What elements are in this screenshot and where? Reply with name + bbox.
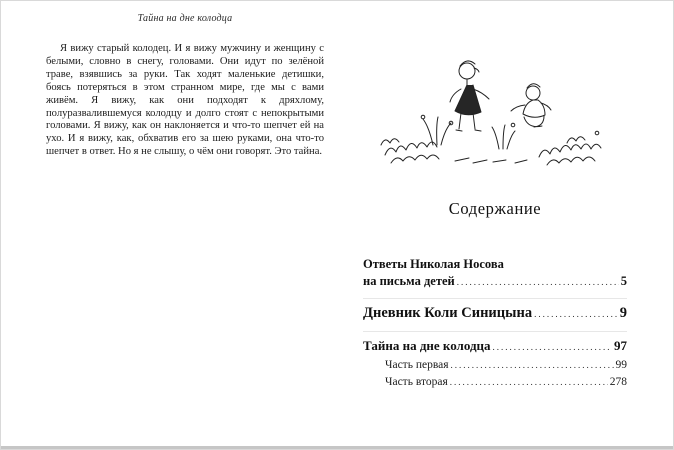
photo-bottom-edge — [1, 446, 673, 449]
toc-entry — [363, 298, 627, 331]
toc-leader-dots — [450, 377, 608, 387]
body-paragraph: Я вижу старый колодец. И я вижу мужчину и женщину с белыми, словно в снегу, головами. Они идут по зелёной траве, взявшись за руки. Так ходят маленькие детишки, боясь потеряться в этом странном мире, где мы с вами живём. Я вижу, как они подходят к дряхлому, полуразвалившемуся колодцу и долго стоят с непокрытыми головами. Я вижу, как он наклоняется и что-то шепчет ей на ухо. И я вижу, как, обхватив его за шею руками, она что-то шепчет в ответ. Но я не слышу, о чём они говорят. Это тайна. — [46, 43, 324, 158]
toc-page-number: 5 — [620, 274, 627, 288]
toc-page-number: 97 — [614, 338, 627, 353]
toc-page-number: 278 — [609, 376, 627, 388]
toc-entry-title-continued: на письма детей — [363, 274, 455, 288]
toc-entry-title: Дневник Коли Синицына — [363, 305, 533, 321]
toc-entry — [363, 251, 627, 298]
table-of-contents — [363, 251, 627, 397]
toc-subentry — [363, 359, 627, 371]
running-header: Тайна на дне колодца — [137, 13, 233, 24]
toc-leader-dots — [451, 360, 614, 370]
toc-leader-dots — [493, 342, 612, 352]
toc-entry-title: Часть первая — [385, 359, 449, 371]
right-page — [363, 1, 627, 397]
left-page — [46, 13, 324, 159]
toc-page-number: 9 — [619, 305, 627, 321]
toc-subentry — [363, 376, 627, 388]
contents-heading: Содержание — [448, 199, 542, 218]
toc-entry-group — [363, 331, 627, 397]
meadow-children-illustration — [363, 37, 627, 184]
toc-leader-dots — [457, 277, 619, 287]
toc-page-number: 99 — [615, 359, 627, 371]
toc-entry-title: Ответы Николая Носова — [363, 257, 504, 271]
toc-entry-title: Тайна на дне колодца — [363, 338, 491, 353]
toc-leader-dots — [534, 309, 618, 319]
toc-entry-title: Часть вторая — [385, 376, 448, 388]
